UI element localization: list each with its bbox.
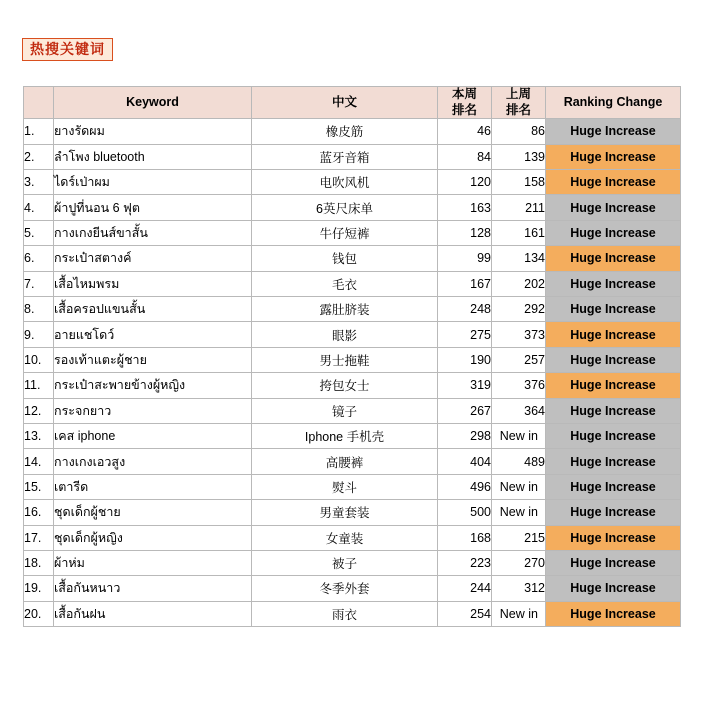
status-badge: Huge Increase <box>546 347 681 372</box>
cell-last-week-rank: 158 <box>492 170 546 195</box>
row-index: 20. <box>24 601 54 626</box>
cell-keyword: ลำโพง bluetooth <box>54 144 252 169</box>
cell-chinese: 镜子 <box>252 398 438 423</box>
table-row <box>24 525 681 550</box>
status-badge: Huge Increase <box>546 119 681 144</box>
table-row <box>24 271 681 296</box>
column-header-chinese: 中文 <box>252 87 438 119</box>
table-row <box>24 195 681 220</box>
cell-chinese: 冬季外套 <box>252 576 438 601</box>
keyword-table <box>23 86 681 627</box>
this-week-line2: 排名 <box>451 102 477 117</box>
status-badge: Huge Increase <box>546 296 681 321</box>
table-row <box>24 423 681 448</box>
table-row <box>24 347 681 372</box>
table-header-row <box>24 87 681 119</box>
row-index: 11. <box>24 373 54 398</box>
status-badge: Huge Increase <box>546 398 681 423</box>
cell-last-week-rank: 215 <box>492 525 546 550</box>
cell-this-week-rank: 496 <box>438 474 492 499</box>
row-index: 15. <box>24 474 54 499</box>
cell-last-week-rank: New in <box>492 500 546 525</box>
table-body <box>24 119 681 627</box>
cell-keyword: เสื้อไหมพรม <box>54 271 252 296</box>
column-header-index <box>24 87 54 119</box>
status-badge: Huge Increase <box>546 246 681 271</box>
cell-chinese: 雨衣 <box>252 601 438 626</box>
status-badge: Huge Increase <box>546 449 681 474</box>
status-badge: Huge Increase <box>546 195 681 220</box>
table-row <box>24 246 681 271</box>
cell-chinese: 眼影 <box>252 322 438 347</box>
cell-last-week-rank: 292 <box>492 296 546 321</box>
table-row <box>24 296 681 321</box>
cell-chinese: 露肚脐装 <box>252 296 438 321</box>
cell-last-week-rank: 86 <box>492 119 546 144</box>
status-badge: Huge Increase <box>546 144 681 169</box>
cell-chinese: 女童装 <box>252 525 438 550</box>
cell-chinese: Iphone 手机壳 <box>252 423 438 448</box>
table-row <box>24 144 681 169</box>
cell-this-week-rank: 267 <box>438 398 492 423</box>
cell-keyword: กระเป๋าสตางค์ <box>54 246 252 271</box>
cell-this-week-rank: 99 <box>438 246 492 271</box>
status-badge: Huge Increase <box>546 170 681 195</box>
status-badge: Huge Increase <box>546 271 681 296</box>
cell-chinese: 牛仔短裤 <box>252 220 438 245</box>
row-index: 4. <box>24 195 54 220</box>
cell-last-week-rank: 161 <box>492 220 546 245</box>
cell-this-week-rank: 275 <box>438 322 492 347</box>
cell-this-week-rank: 84 <box>438 144 492 169</box>
cell-keyword: เสื้อกันหนาว <box>54 576 252 601</box>
cell-this-week-rank: 128 <box>438 220 492 245</box>
cell-this-week-rank: 190 <box>438 347 492 372</box>
cell-keyword: ผ้าปูที่นอน 6 ฟุต <box>54 195 252 220</box>
status-badge: Huge Increase <box>546 525 681 550</box>
cell-chinese: 蓝牙音箱 <box>252 144 438 169</box>
row-index: 3. <box>24 170 54 195</box>
cell-last-week-rank: 489 <box>492 449 546 474</box>
cell-last-week-rank: New in <box>492 474 546 499</box>
cell-chinese: 被子 <box>252 550 438 575</box>
cell-keyword: ชุดเด็กผู้ชาย <box>54 500 252 525</box>
cell-last-week-rank: 211 <box>492 195 546 220</box>
table-row <box>24 500 681 525</box>
cell-this-week-rank: 167 <box>438 271 492 296</box>
row-index: 14. <box>24 449 54 474</box>
last-week-line2: 排名 <box>505 102 531 117</box>
cell-keyword: เตารีด <box>54 474 252 499</box>
cell-this-week-rank: 500 <box>438 500 492 525</box>
cell-this-week-rank: 248 <box>438 296 492 321</box>
row-index: 2. <box>24 144 54 169</box>
cell-keyword: ยางรัดผม <box>54 119 252 144</box>
row-index: 13. <box>24 423 54 448</box>
cell-keyword: กางเกงเอวสูง <box>54 449 252 474</box>
cell-this-week-rank: 46 <box>438 119 492 144</box>
cell-chinese: 电吹风机 <box>252 170 438 195</box>
cell-this-week-rank: 120 <box>438 170 492 195</box>
table-row <box>24 576 681 601</box>
table-row <box>24 474 681 499</box>
cell-chinese: 6英尺床单 <box>252 195 438 220</box>
status-badge: Huge Increase <box>546 322 681 347</box>
cell-chinese: 男士拖鞋 <box>252 347 438 372</box>
table-row <box>24 119 681 144</box>
cell-last-week-rank: 139 <box>492 144 546 169</box>
table-row <box>24 601 681 626</box>
column-header-this-week-rank <box>438 87 492 119</box>
cell-keyword: ผ้าห่ม <box>54 550 252 575</box>
cell-last-week-rank: 373 <box>492 322 546 347</box>
row-index: 17. <box>24 525 54 550</box>
status-badge: Huge Increase <box>546 601 681 626</box>
keyword-table-container <box>23 86 680 627</box>
table-row <box>24 220 681 245</box>
cell-keyword: เคส iphone <box>54 423 252 448</box>
cell-last-week-rank: 376 <box>492 373 546 398</box>
cell-last-week-rank: New in <box>492 423 546 448</box>
cell-keyword: ไดร์เป่าผม <box>54 170 252 195</box>
table-row <box>24 322 681 347</box>
row-index: 7. <box>24 271 54 296</box>
cell-this-week-rank: 404 <box>438 449 492 474</box>
column-header-last-week-rank <box>492 87 546 119</box>
cell-chinese: 毛衣 <box>252 271 438 296</box>
last-week-line1: 上周 <box>505 87 531 101</box>
row-index: 8. <box>24 296 54 321</box>
row-index: 1. <box>24 119 54 144</box>
status-badge: Huge Increase <box>546 220 681 245</box>
row-index: 5. <box>24 220 54 245</box>
cell-this-week-rank: 163 <box>438 195 492 220</box>
cell-last-week-rank: 270 <box>492 550 546 575</box>
column-header-keyword: Keyword <box>54 87 252 119</box>
cell-last-week-rank: 364 <box>492 398 546 423</box>
table-row <box>24 373 681 398</box>
row-index: 12. <box>24 398 54 423</box>
cell-chinese: 熨斗 <box>252 474 438 499</box>
cell-chinese: 挎包女士 <box>252 373 438 398</box>
row-index: 10. <box>24 347 54 372</box>
cell-this-week-rank: 298 <box>438 423 492 448</box>
cell-chinese: 橡皮筋 <box>252 119 438 144</box>
table-row <box>24 170 681 195</box>
cell-chinese: 男童套装 <box>252 500 438 525</box>
cell-keyword: เสื้อกันฝน <box>54 601 252 626</box>
cell-chinese: 钱包 <box>252 246 438 271</box>
table-row <box>24 449 681 474</box>
row-index: 18. <box>24 550 54 575</box>
cell-keyword: ชุดเด็กผู้หญิง <box>54 525 252 550</box>
row-index: 19. <box>24 576 54 601</box>
row-index: 6. <box>24 246 54 271</box>
cell-last-week-rank: 134 <box>492 246 546 271</box>
cell-keyword: กระจกยาว <box>54 398 252 423</box>
cell-chinese: 高腰裤 <box>252 449 438 474</box>
cell-last-week-rank: 312 <box>492 576 546 601</box>
cell-this-week-rank: 223 <box>438 550 492 575</box>
cell-last-week-rank: 202 <box>492 271 546 296</box>
table-header <box>24 87 681 119</box>
status-badge: Huge Increase <box>546 500 681 525</box>
table-row <box>24 550 681 575</box>
status-badge: Huge Increase <box>546 373 681 398</box>
row-index: 9. <box>24 322 54 347</box>
status-badge: Huge Increase <box>546 576 681 601</box>
status-badge: Huge Increase <box>546 423 681 448</box>
cell-this-week-rank: 254 <box>438 601 492 626</box>
cell-keyword: กระเป๋าสะพายข้างผู้หญิง <box>54 373 252 398</box>
cell-keyword: เสื้อครอปแขนสั้น <box>54 296 252 321</box>
row-index: 16. <box>24 500 54 525</box>
cell-last-week-rank: 257 <box>492 347 546 372</box>
page-title: 热搜关键词 <box>22 38 113 61</box>
cell-this-week-rank: 319 <box>438 373 492 398</box>
cell-keyword: รองเท้าแตะผู้ชาย <box>54 347 252 372</box>
cell-keyword: อายแชโดว์ <box>54 322 252 347</box>
status-badge: Huge Increase <box>546 550 681 575</box>
column-header-ranking-change: Ranking Change <box>546 87 681 119</box>
status-badge: Huge Increase <box>546 474 681 499</box>
cell-this-week-rank: 244 <box>438 576 492 601</box>
cell-this-week-rank: 168 <box>438 525 492 550</box>
cell-last-week-rank: New in <box>492 601 546 626</box>
table-row <box>24 398 681 423</box>
cell-keyword: กางเกงยีนส์ขาสั้น <box>54 220 252 245</box>
this-week-line1: 本周 <box>451 87 477 101</box>
